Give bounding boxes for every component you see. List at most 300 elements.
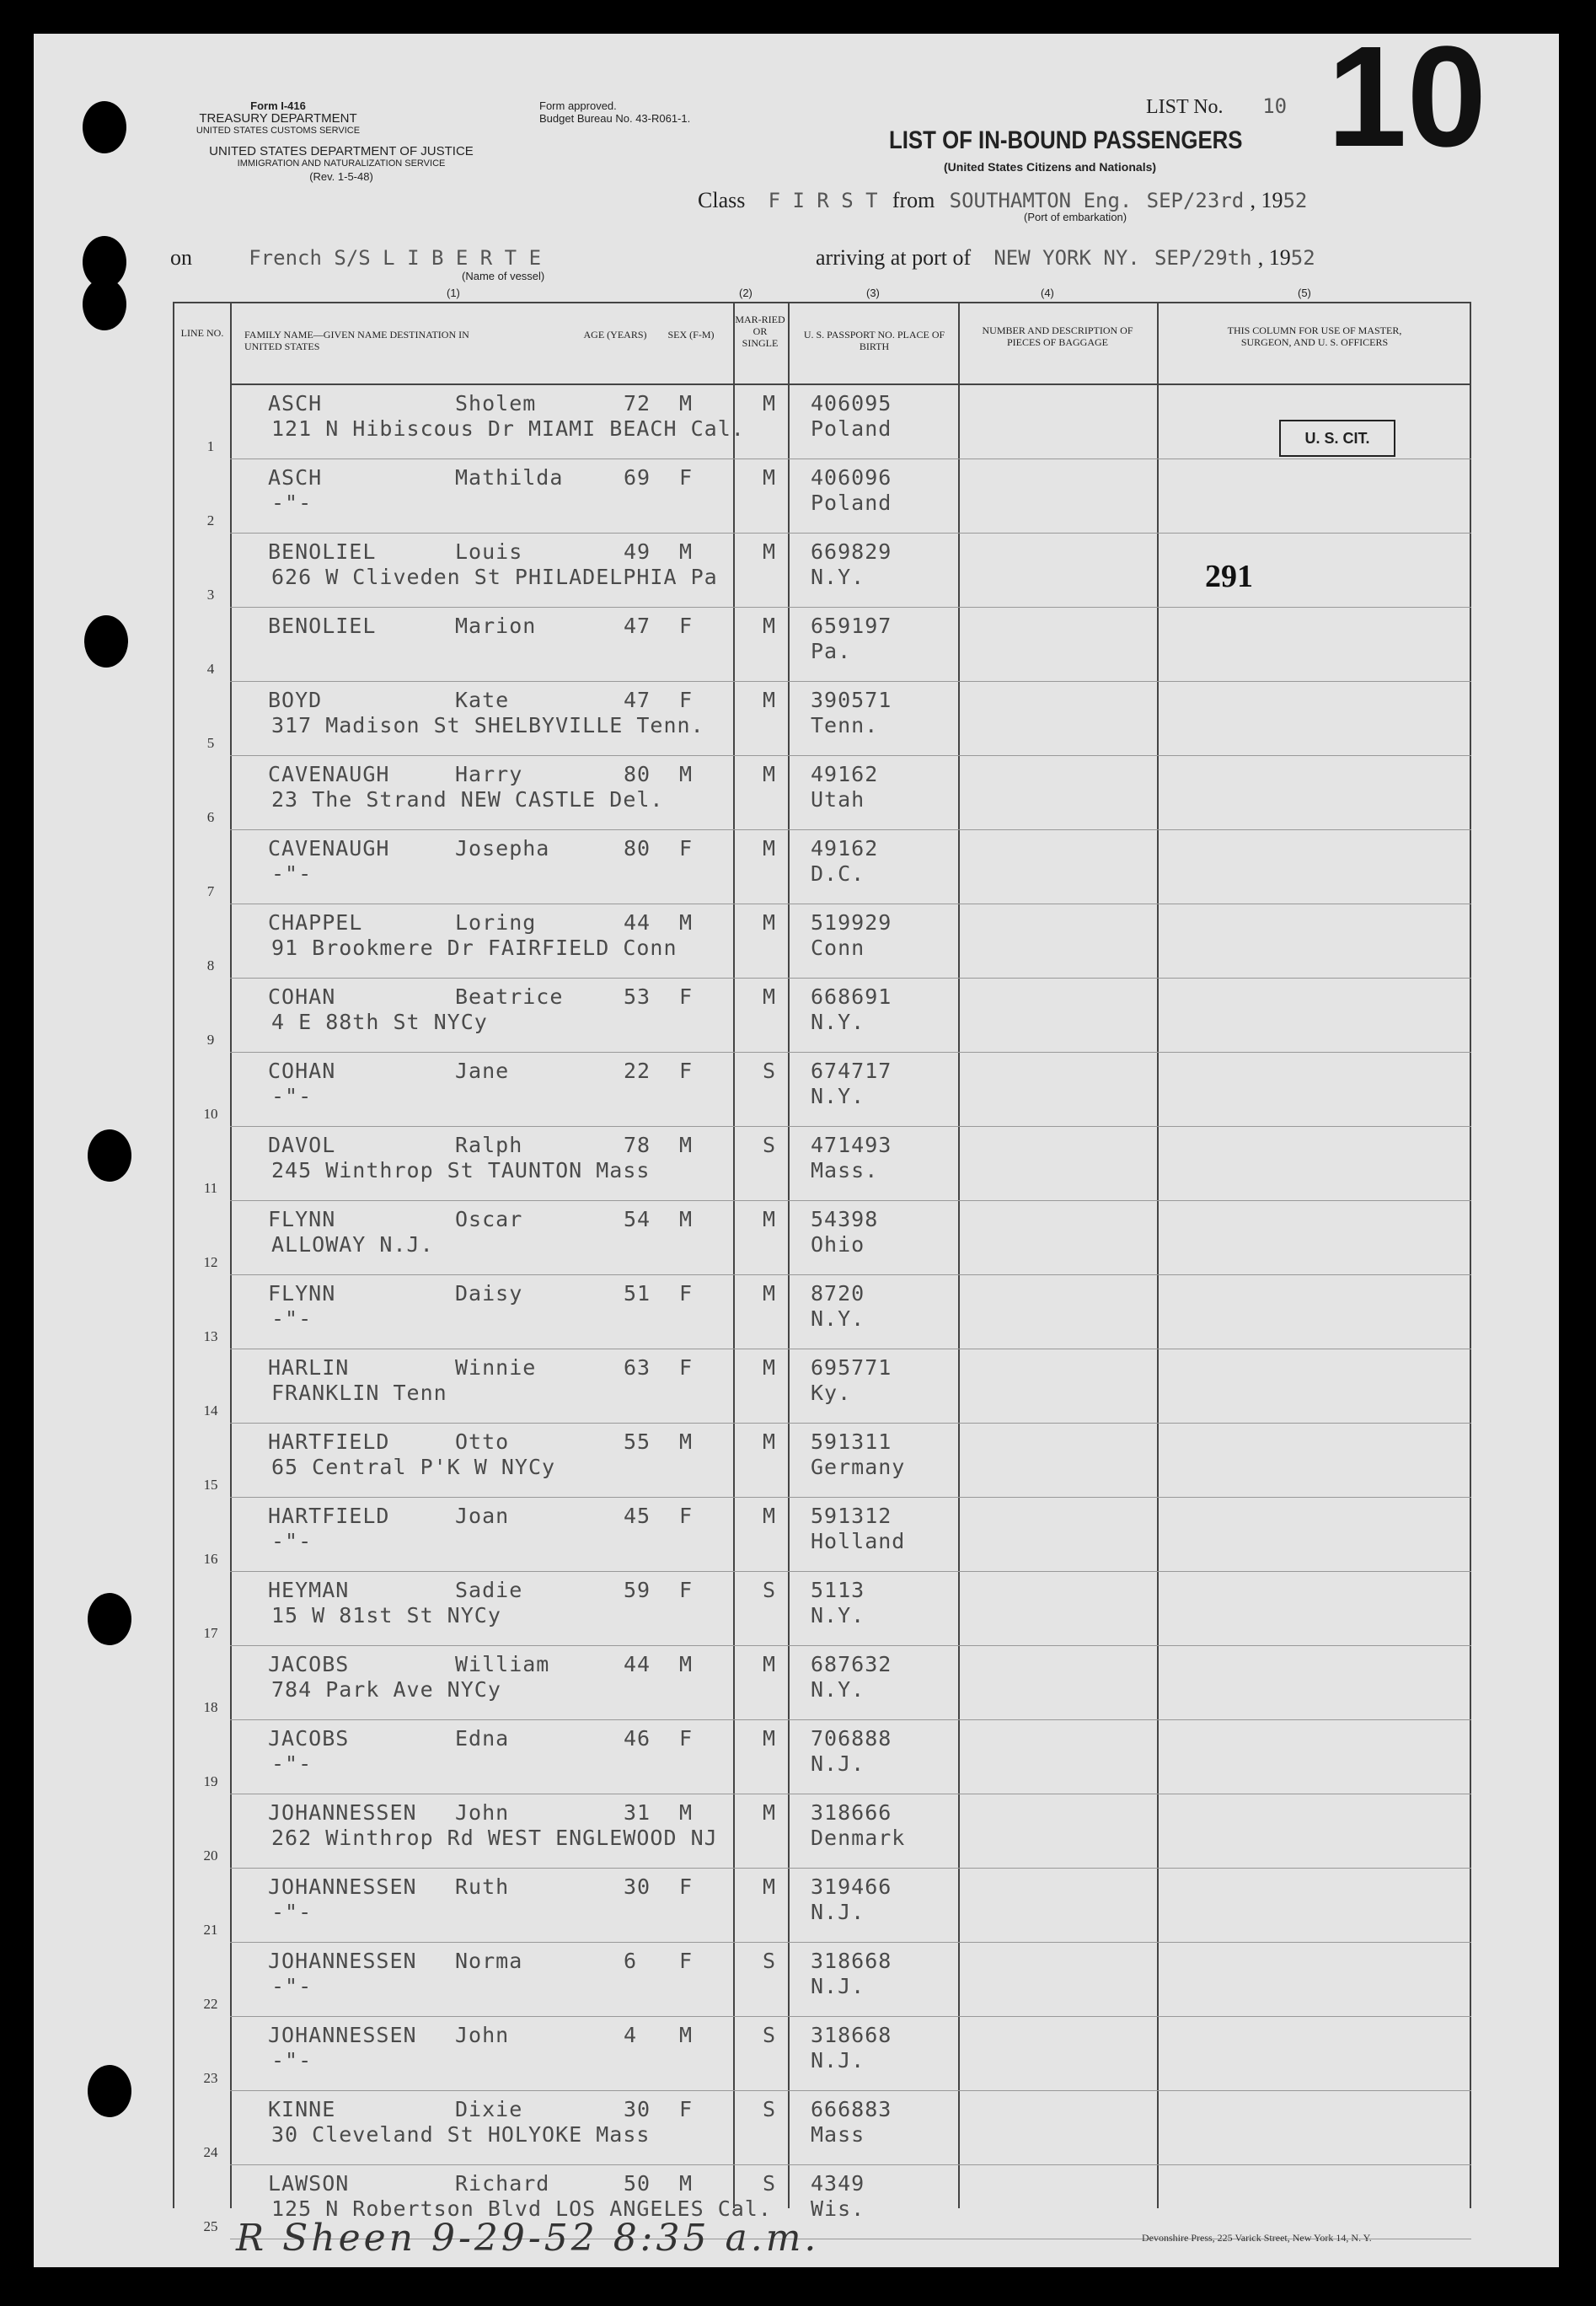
col-num-3: (3) [866, 287, 880, 299]
marital-status: M [763, 1874, 777, 1899]
line-number: 24 [203, 2144, 218, 2160]
line-number: 23 [203, 2070, 218, 2086]
list-number-value: 10 [1262, 94, 1288, 118]
row-divider [230, 607, 1471, 608]
family-name: HARTFIELD [268, 1504, 390, 1528]
passport-number: 519929 [811, 910, 892, 935]
place-of-birth: Ohio [811, 1232, 865, 1257]
vessel-name: French S/S L I B E R T E [249, 246, 542, 270]
age: 45 [624, 1504, 651, 1528]
sex: M [679, 762, 694, 786]
marital-status: M [763, 910, 777, 935]
sex: M [679, 391, 694, 416]
passport-number: 674717 [811, 1059, 892, 1083]
age: 51 [624, 1281, 651, 1306]
marital-status: S [763, 2171, 777, 2196]
table-top-border [173, 302, 1471, 303]
given-name: John [455, 1800, 510, 1825]
family-name: JACOBS [268, 1726, 350, 1751]
col-header-sex: SEX (F-M) [667, 329, 715, 341]
col-line-right [1470, 302, 1471, 2208]
destination: -"- [271, 1084, 313, 1108]
on-label: on [170, 245, 192, 270]
sex: F [679, 614, 694, 638]
col-num-4: (4) [1041, 287, 1054, 299]
sex: M [679, 910, 694, 935]
age: 53 [624, 984, 651, 1009]
family-name: FLYNN [268, 1207, 336, 1231]
destination: 245 Winthrop St TAUNTON Mass [271, 1158, 651, 1182]
place-of-birth: Mass. [811, 1158, 879, 1182]
row-divider [230, 1423, 1471, 1424]
place-of-birth: N.Y. [811, 1677, 865, 1702]
age: 69 [624, 465, 651, 490]
age: 30 [624, 1874, 651, 1899]
marital-status: M [763, 762, 777, 786]
passport-number: 54398 [811, 1207, 879, 1231]
col-header-line: LINE NO. [180, 327, 224, 339]
line-number: 11 [203, 1180, 218, 1196]
sex: M [679, 1429, 694, 1454]
family-name: BOYD [268, 688, 323, 712]
sex: F [679, 688, 694, 712]
row-divider [230, 2016, 1471, 2017]
given-name: Richard [455, 2171, 550, 2196]
age: 46 [624, 1726, 651, 1751]
form-approved [539, 99, 690, 125]
destination: -"- [271, 861, 313, 886]
given-name: Mathilda [455, 465, 564, 490]
given-name: William [455, 1652, 550, 1676]
col-line-officers [1157, 302, 1159, 2208]
passport-number: 591311 [811, 1429, 892, 1454]
marital-status: M [763, 984, 777, 1009]
family-name: CAVENAUGH [268, 762, 390, 786]
marital-status: M [763, 614, 777, 638]
destination: 91 Brookmere Dr FAIRFIELD Conn [271, 936, 677, 960]
destination: 626 W Cliveden St PHILADELPHIA Pa [271, 565, 718, 589]
table-header-border [230, 383, 1471, 385]
age: 80 [624, 762, 651, 786]
given-name: Otto [455, 1429, 510, 1454]
list-number-label: LIST No. [1146, 96, 1224, 118]
col-line-married [733, 302, 735, 2208]
age: 72 [624, 391, 651, 416]
class-value: F I R S T [768, 189, 878, 212]
row-divider [230, 1052, 1471, 1053]
place-of-birth: D.C. [811, 861, 865, 886]
destination: 262 Winthrop Rd WEST ENGLEWOOD NJ [271, 1826, 718, 1850]
arrival-year: 52 [1290, 246, 1315, 270]
destination: 121 N Hibiscous Dr MIAMI BEACH Cal. [271, 416, 745, 441]
row-divider [230, 1497, 1471, 1498]
marital-status: M [763, 391, 777, 416]
destination: 4 E 88th St NYCy [271, 1010, 488, 1034]
age: 47 [624, 614, 651, 638]
family-name: BENOLIEL [268, 614, 377, 638]
marital-status: S [763, 1059, 777, 1083]
from-label: from [892, 188, 935, 212]
passport-number: 659197 [811, 614, 892, 638]
form-approved-text: Form approved. [539, 99, 617, 112]
given-name: Marion [455, 614, 537, 638]
age: 55 [624, 1429, 651, 1454]
given-name: Dixie [455, 2097, 523, 2121]
marital-status: S [763, 1949, 777, 1973]
row-divider [230, 1126, 1471, 1127]
page-title: LIST OF IN-BOUND PASSENGERS [889, 126, 1243, 154]
col-line-left [173, 302, 174, 2208]
line-number: 12 [203, 1254, 218, 1270]
port-of-embarkation: SOUTHAMTON Eng. [949, 189, 1133, 212]
sex: M [679, 1800, 694, 1825]
place-of-birth: Denmark [811, 1826, 906, 1850]
place-of-birth: Ky. [811, 1381, 852, 1405]
sex: F [679, 465, 694, 490]
sex: F [679, 1949, 694, 1973]
destination: -"- [271, 1306, 313, 1331]
passport-number: 706888 [811, 1726, 892, 1751]
sex: M [679, 2171, 694, 2196]
col-num-1: (1) [447, 287, 460, 299]
class-label: Class [698, 188, 746, 212]
sex: M [679, 1652, 694, 1676]
family-name: JOHANNESSEN [268, 2023, 417, 2047]
place-of-birth: Mass [811, 2122, 865, 2147]
family-name: JOHANNESSEN [268, 1874, 417, 1899]
marital-status: M [763, 465, 777, 490]
place-of-birth: Conn [811, 936, 865, 960]
row-divider [230, 1274, 1471, 1275]
destination: -"- [271, 1751, 313, 1776]
destination: -"- [271, 1529, 313, 1553]
line-number: 20 [203, 1847, 218, 1864]
passport-number: 471493 [811, 1133, 892, 1157]
marital-status: M [763, 836, 777, 861]
age: 50 [624, 2171, 651, 2196]
given-name: Josepha [455, 836, 550, 861]
row-divider [230, 829, 1471, 830]
family-name: JOHANNESSEN [268, 1949, 417, 1973]
line-number: 8 [206, 957, 215, 973]
given-name: Joan [455, 1504, 510, 1528]
line-number: 7 [206, 883, 215, 899]
marital-status: S [763, 2097, 777, 2121]
row-divider [230, 1571, 1471, 1572]
family-name: HARTFIELD [268, 1429, 390, 1454]
passport-number: 406095 [811, 391, 892, 416]
punch-hole [83, 278, 126, 330]
row-divider [230, 1719, 1471, 1720]
age: 63 [624, 1355, 651, 1380]
destination: 317 Madison St SHELBYVILLE Tenn. [271, 713, 704, 737]
passport-number: 4349 [811, 2171, 865, 2196]
row-divider [230, 1645, 1471, 1646]
punch-hole [84, 615, 128, 668]
passport-number: 8720 [811, 1281, 865, 1306]
row-divider [230, 2090, 1471, 2091]
line-number: 1 [206, 438, 215, 454]
marital-status: M [763, 1652, 777, 1676]
arrival-date: SEP/29th [1154, 246, 1252, 270]
class-line [698, 187, 1307, 213]
col-num-5: (5) [1298, 287, 1311, 299]
line-number: 5 [206, 735, 215, 751]
family-name: KINNE [268, 2097, 336, 2121]
given-name: John [455, 2023, 510, 2047]
col-line-baggage [958, 302, 960, 2208]
age: 59 [624, 1578, 651, 1602]
col-header-age: AGE (YEARS) [583, 329, 647, 341]
given-name: Winnie [455, 1355, 537, 1380]
passport-number: 666883 [811, 2097, 892, 2121]
destination: 23 The Strand NEW CASTLE Del. [271, 787, 664, 812]
given-name: Jane [455, 1059, 510, 1083]
destination: -"- [271, 491, 313, 515]
family-name: LAWSON [268, 2171, 350, 2196]
given-name: Oscar [455, 1207, 523, 1231]
line-number: 25 [203, 2218, 218, 2234]
place-of-birth: N.J. [811, 1900, 865, 1924]
given-name: Loring [455, 910, 537, 935]
passport-number: 49162 [811, 836, 879, 861]
family-name: COHAN [268, 1059, 336, 1083]
place-of-birth: Wis. [811, 2196, 865, 2221]
sex: M [679, 2023, 694, 2047]
sex: F [679, 1059, 694, 1083]
marital-status: M [763, 539, 777, 564]
sex: F [679, 1355, 694, 1380]
family-name: FLYNN [268, 1281, 336, 1306]
place-of-birth: Germany [811, 1455, 906, 1479]
passport-number: 695771 [811, 1355, 892, 1380]
row-divider [230, 2164, 1471, 2165]
place-of-birth: N.J. [811, 1974, 865, 1998]
age: 80 [624, 836, 651, 861]
destination: 65 Central P'K W NYCy [271, 1455, 556, 1479]
line-number: 18 [203, 1699, 218, 1715]
row-divider [230, 533, 1471, 534]
given-name: Beatrice [455, 984, 564, 1009]
family-name: COHAN [268, 984, 336, 1009]
given-name: Sholem [455, 391, 537, 416]
family-name: CAVENAUGH [268, 836, 390, 861]
age: 44 [624, 910, 651, 935]
form-header-justice [164, 145, 518, 183]
arrival-year-prefix: , 19 [1257, 245, 1291, 270]
passport-number: 669829 [811, 539, 892, 564]
place-of-birth: N.Y. [811, 1010, 865, 1034]
place-of-birth: N.Y. [811, 565, 865, 589]
form-number: Form I-416 [250, 99, 306, 112]
place-of-birth: Tenn. [811, 713, 879, 737]
destination: 784 Park Ave NYCy [271, 1677, 501, 1702]
place-of-birth: Utah [811, 787, 865, 812]
big-list-number: 10 [1327, 17, 1487, 177]
passport-number: 390571 [811, 688, 892, 712]
line-number: 19 [203, 1773, 218, 1789]
passport-number: 319466 [811, 1874, 892, 1899]
revision: (Rev. 1-5-48) [309, 170, 373, 183]
given-name: Harry [455, 762, 523, 786]
marital-status: M [763, 1800, 777, 1825]
department-of-justice: UNITED STATES DEPARTMENT OF JUSTICE [209, 144, 474, 158]
col-header-baggage: NUMBER AND DESCRIPTION OF PIECES OF BAGGAGE [982, 324, 1133, 348]
family-name: HEYMAN [268, 1578, 350, 1602]
given-name: Edna [455, 1726, 510, 1751]
embark-caption: (Port of embarkation) [1024, 211, 1127, 223]
family-name: ASCH [268, 465, 323, 490]
destination: 125 N Robertson Blvd LOS ANGELES Cal. [271, 2196, 772, 2221]
sex: M [679, 1133, 694, 1157]
passport-number: 5113 [811, 1578, 865, 1602]
destination: 30 Cleveland St HOLYOKE Mass [271, 2122, 651, 2147]
family-name: ASCH [268, 391, 323, 416]
place-of-birth: Poland [811, 416, 892, 441]
line-number: 6 [206, 809, 215, 825]
col-num-2: (2) [739, 287, 752, 299]
sex: F [679, 984, 694, 1009]
given-name: Louis [455, 539, 523, 564]
row-divider [230, 755, 1471, 756]
passport-number: 406096 [811, 465, 892, 490]
place-of-birth: N.Y. [811, 1306, 865, 1331]
ins-label: IMMIGRATION AND NATURALIZATION SERVICE [237, 158, 446, 169]
marital-status: S [763, 1133, 777, 1157]
given-name: Kate [455, 688, 510, 712]
embarkation-date: SEP/23rd [1146, 189, 1245, 212]
destination: FRANKLIN Tenn [271, 1381, 447, 1405]
destination: ALLOWAY N.J. [271, 1232, 434, 1257]
printer-footer: Devonshire Press, 225 Varick Street, New York 14, N. Y. [1142, 2232, 1372, 2244]
line-number: 2 [206, 512, 215, 528]
col-line-passport [788, 302, 790, 2208]
family-name: BENOLIEL [268, 539, 377, 564]
form-header-left [194, 99, 362, 137]
marital-status: M [763, 688, 777, 712]
arrival-port: NEW YORK NY. [993, 246, 1140, 270]
passport-number: 49162 [811, 762, 879, 786]
line-number: 4 [206, 661, 215, 677]
col-line-lineno [230, 302, 232, 2208]
col-header-married: MAR-RIED OR SINGLE [735, 314, 785, 349]
arriving-label: arriving at port of [816, 245, 972, 270]
col-header-name: FAMILY NAME—GIVEN NAME DESTINATION IN UNITED STATES [244, 329, 469, 352]
row-divider [230, 681, 1471, 682]
family-name: CHAPPEL [268, 910, 363, 935]
embark-year: 52 [1283, 189, 1308, 212]
destination: 15 W 81st St NYCy [271, 1603, 501, 1628]
place-of-birth: Poland [811, 491, 892, 515]
passport-number: 318666 [811, 1800, 892, 1825]
row-divider [230, 1942, 1471, 1943]
line-number: 21 [203, 1922, 218, 1938]
passport-number: 591312 [811, 1504, 892, 1528]
age: 31 [624, 1800, 651, 1825]
us-citizen-stamp: U. S. CIT. [1279, 420, 1395, 457]
vessel-caption: (Name of vessel) [462, 270, 545, 282]
family-name: JOHANNESSEN [268, 1800, 417, 1825]
vessel-line [170, 244, 541, 271]
destination: -"- [271, 2048, 313, 2073]
punch-hole [88, 1593, 131, 1645]
age: 47 [624, 688, 651, 712]
budget-bureau: Budget Bureau No. 43-R061-1. [539, 112, 691, 125]
marital-status: M [763, 1207, 777, 1231]
marital-status: M [763, 1726, 777, 1751]
line-number: 22 [203, 1996, 218, 2012]
destination: -"- [271, 1974, 313, 1998]
given-name: Daisy [455, 1281, 523, 1306]
place-of-birth: N.Y. [811, 1084, 865, 1108]
marital-status: M [763, 1429, 777, 1454]
sex: F [679, 1726, 694, 1751]
embark-year-prefix: , 19 [1250, 188, 1283, 212]
sex: F [679, 1578, 694, 1602]
place-of-birth: Pa. [811, 639, 852, 663]
family-name: DAVOL [268, 1133, 336, 1157]
given-name: Ralph [455, 1133, 523, 1157]
marital-status: S [763, 1578, 777, 1602]
line-number: 14 [203, 1402, 218, 1418]
age: 30 [624, 2097, 651, 2121]
marital-status: S [763, 2023, 777, 2047]
col-header-passport: U. S. PASSPORT NO. PLACE OF BIRTH [803, 329, 945, 352]
line-number: 3 [206, 587, 215, 603]
age: 4 [624, 2023, 638, 2047]
destination: -"- [271, 1900, 313, 1924]
treasury-department: TREASURY DEPARTMENT [199, 111, 357, 126]
line-number: 17 [203, 1625, 218, 1641]
punch-hole [83, 101, 126, 153]
age: 54 [624, 1207, 651, 1231]
manifest-page [34, 34, 1559, 2267]
given-name: Ruth [455, 1874, 510, 1899]
age: 78 [624, 1133, 651, 1157]
sex: F [679, 1874, 694, 1899]
row-divider [230, 1868, 1471, 1869]
passport-number: 687632 [811, 1652, 892, 1676]
marital-status: M [763, 1281, 777, 1306]
line-number: 13 [203, 1328, 218, 1344]
sex: F [679, 1504, 694, 1528]
marital-status: M [763, 1355, 777, 1380]
place-of-birth: N.Y. [811, 1603, 865, 1628]
arrival-line [816, 244, 1315, 271]
officer-count-annotation: 291 [1205, 559, 1253, 594]
line-number: 9 [206, 1032, 215, 1048]
age: 22 [624, 1059, 651, 1083]
given-name: Norma [455, 1949, 523, 1973]
sex: F [679, 2097, 694, 2121]
place-of-birth: Holland [811, 1529, 906, 1553]
sex: F [679, 1281, 694, 1306]
line-number: 15 [203, 1477, 218, 1493]
marital-status: M [763, 1504, 777, 1528]
line-number: 10 [203, 1106, 218, 1122]
customs-service: UNITED STATES CUSTOMS SERVICE [195, 126, 361, 136]
age: 49 [624, 539, 651, 564]
family-name: JACOBS [268, 1652, 350, 1676]
sex: F [679, 836, 694, 861]
row-divider [230, 978, 1471, 979]
age: 44 [624, 1652, 651, 1676]
place-of-birth: N.J. [811, 2048, 865, 2073]
place-of-birth: N.J. [811, 1751, 865, 1776]
passport-number: 318668 [811, 2023, 892, 2047]
row-divider [230, 1200, 1471, 1201]
sex: M [679, 1207, 694, 1231]
